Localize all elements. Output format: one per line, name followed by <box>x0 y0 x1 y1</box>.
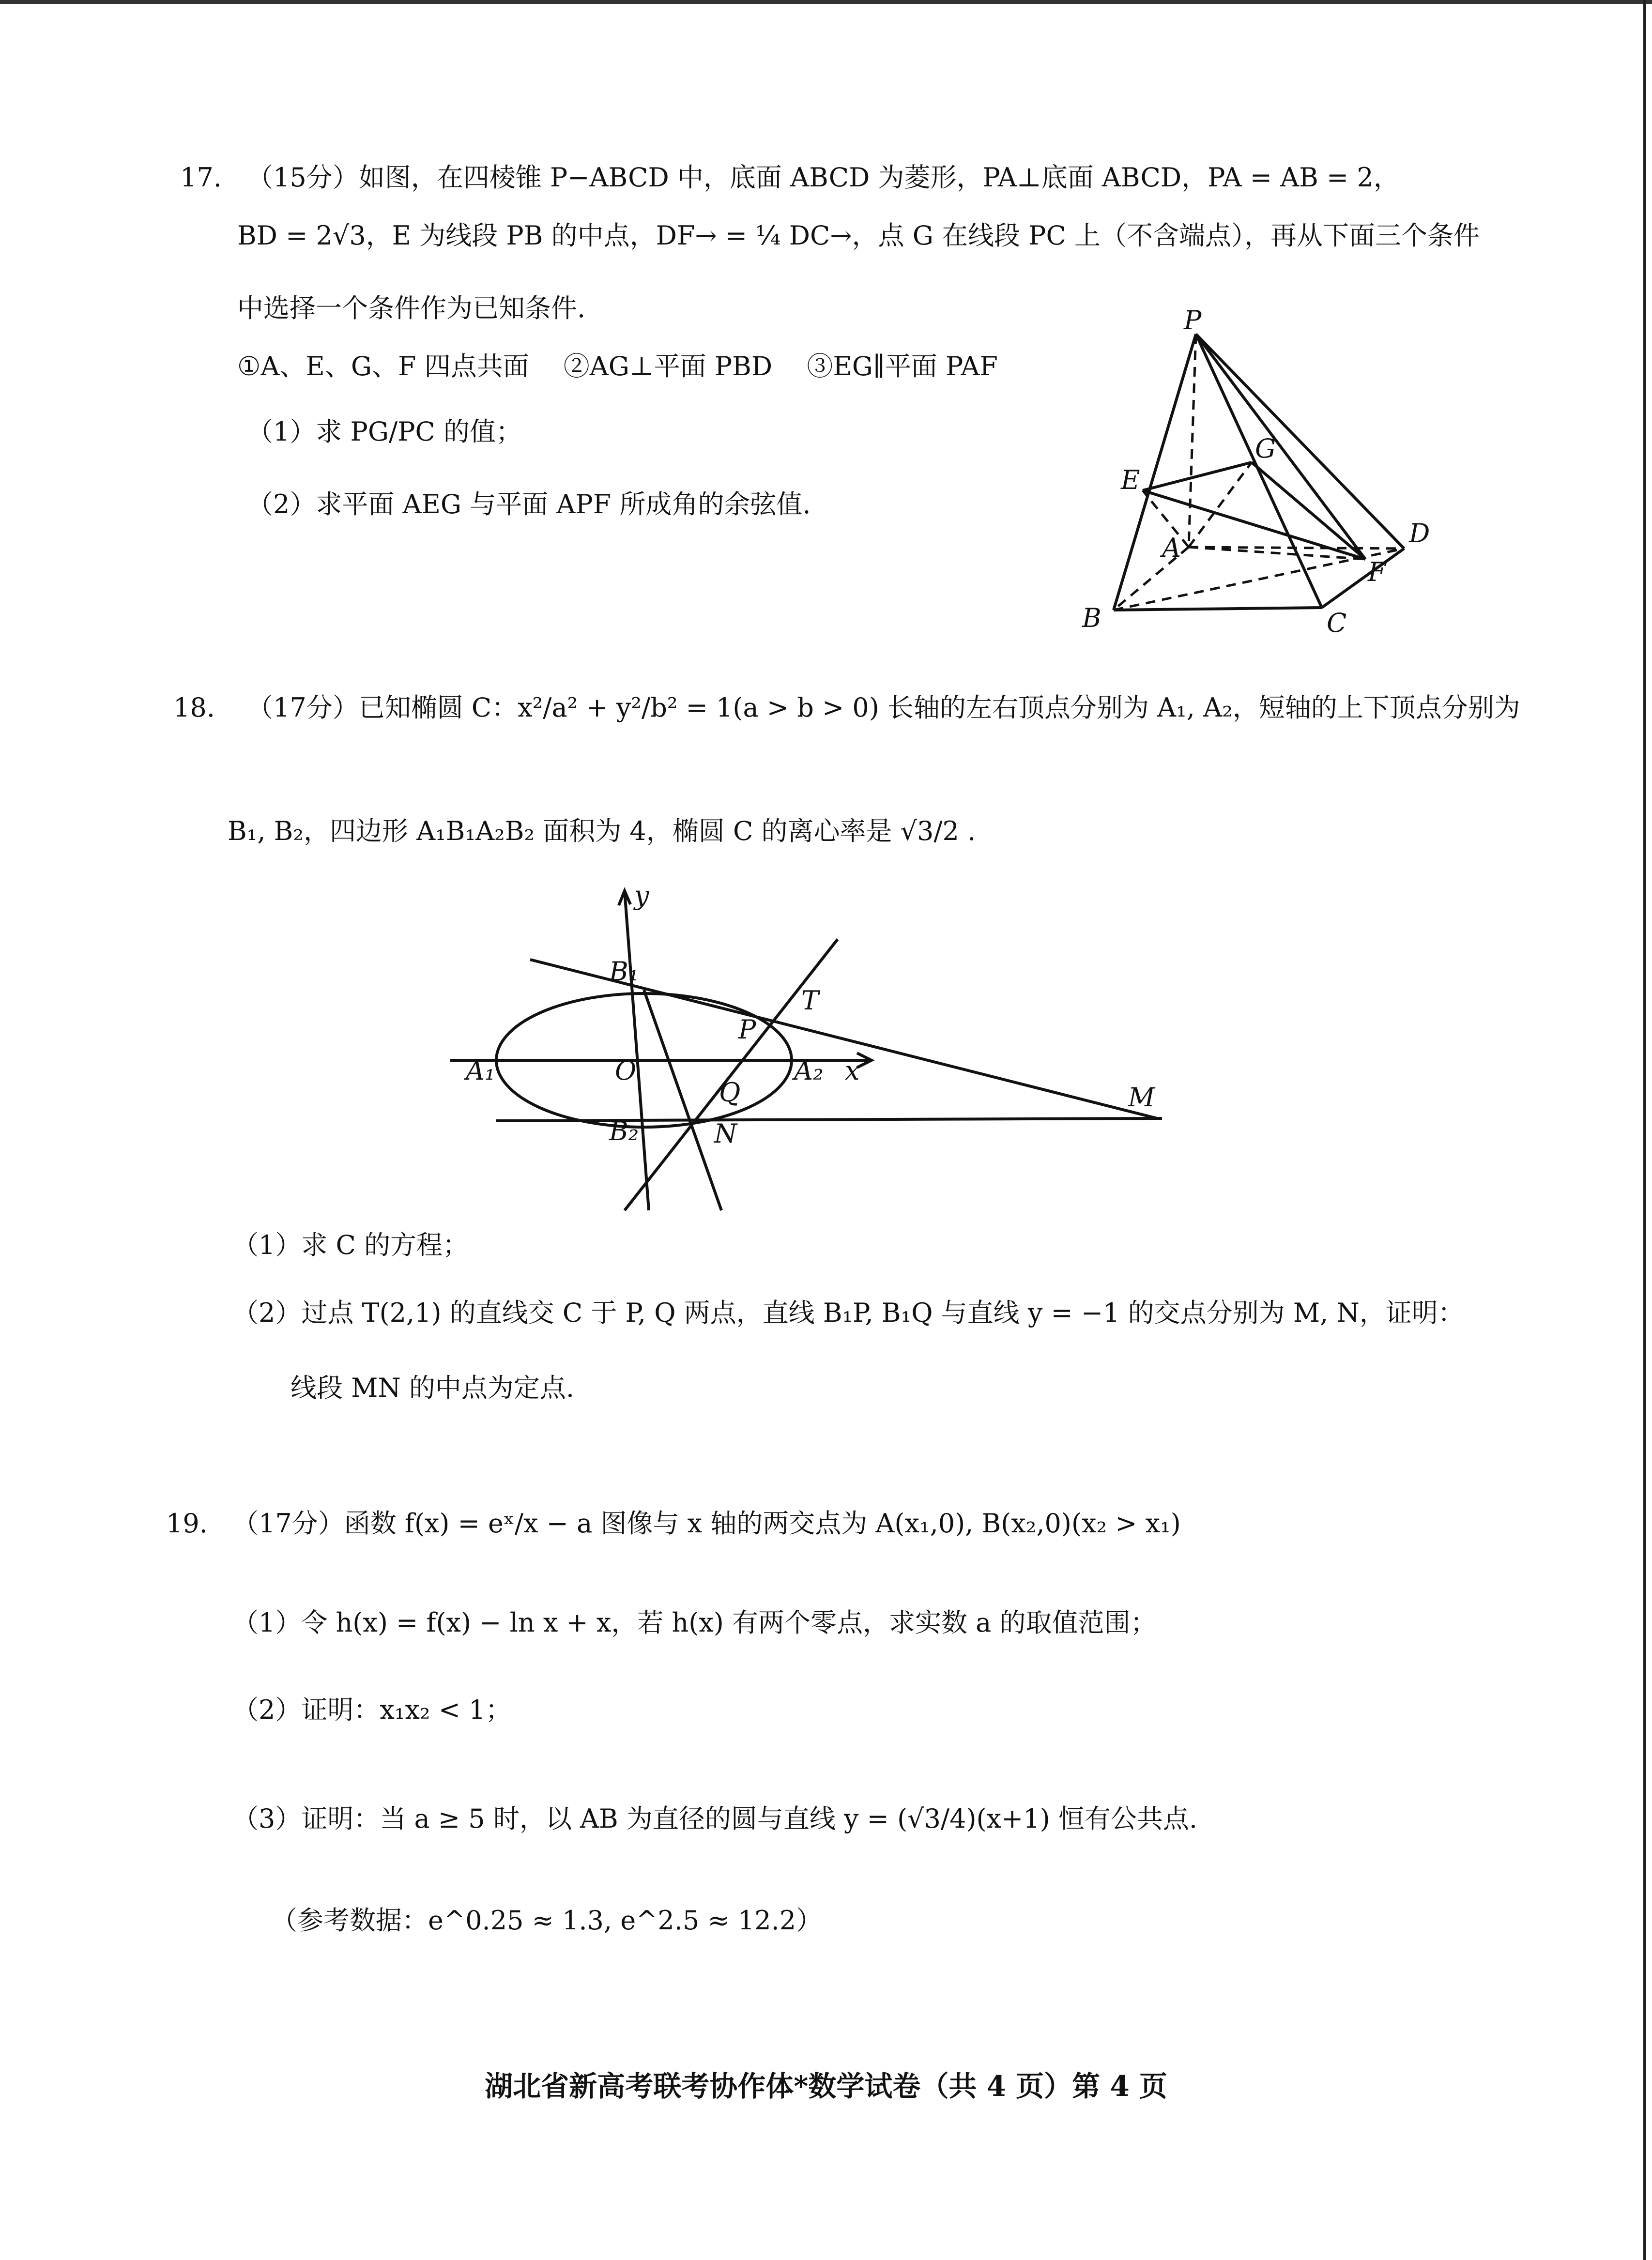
q18-label-B2: B₂ <box>609 1116 639 1146</box>
q18-label-A1: A₁ <box>466 1055 495 1086</box>
q19-part3: （3）证明：当 a ≥ 5 时，以 AB 为直径的圆与直线 y = (√3/4)(x+1) 恒有公共点. <box>232 1803 1198 1834</box>
page-footer: 湖北省新高考联考协作体*数学试卷（共 4 页）第 4 页 <box>485 2070 1167 2103</box>
q18-part2: （2）过点 T(2,1) 的直线交 C 于 P, Q 两点，直线 B₁P, B₁Q 与直线 y = −1 的交点分别为 M, N，证明： <box>232 1298 1464 1328</box>
q18-label-P: P <box>738 1014 756 1045</box>
q17-line2: BD = 2√3，E 为线段 PB 的中点，DF→ = ¼ DC→，点 G 在线段 PC 上（不含端点），再从下面三个条件 <box>237 220 1480 251</box>
q17-label-E: E <box>1121 465 1140 495</box>
top-edge <box>0 0 1652 4</box>
q17-conditions: ①A、E、G、F 四点共面 ②AG⊥平面 PBD ③EG∥平面 PAF <box>237 351 998 382</box>
q17-part1: （1）求 PG/PC 的值； <box>247 416 522 447</box>
q17-label-F: F <box>1368 557 1386 587</box>
q17-label-C: C <box>1327 608 1347 638</box>
q18-part1: （1）求 C 的方程； <box>232 1230 469 1260</box>
q19-line1: （17分）函数 f(x) = eˣ/x − a 图像与 x 轴的两交点为 A(x₁,0), B(x₂,0)(x₂ > x₁) <box>232 1508 1181 1539</box>
q17-line1: （15分）如图，在四棱锥 P−ABCD 中，底面 ABCD 为菱形，PA⊥底面 ABCD，PA = AB = 2， <box>247 162 1400 193</box>
q18-part2-cont: 线段 MN 的中点为定点. <box>291 1373 575 1403</box>
q19-number: 19. <box>166 1508 208 1539</box>
q17-label-A: A <box>1162 533 1181 563</box>
q19-reference-data: （参考数据：e^0.25 ≈ 1.3, e^2.5 ≈ 12.2） <box>271 1905 823 1936</box>
q17-part2: （2）求平面 AEG 与平面 APF 所成角的余弦值. <box>247 489 811 519</box>
q18-label-B1: B₁ <box>609 956 639 987</box>
q19-part2: （2）证明：x₁x₂ < 1； <box>232 1695 512 1725</box>
q18-label-N: N <box>714 1118 737 1149</box>
q18-label-Q: Q <box>719 1077 741 1108</box>
q18-label-M: M <box>1128 1082 1155 1113</box>
q18-label-T: T <box>801 985 819 1016</box>
q17-label-D: D <box>1409 518 1430 549</box>
q18-ellipse-figure <box>436 881 1210 1220</box>
q18-line1: （17分）已知椭圆 C：x²/a² + y²/b² = 1(a > b > 0) 长轴的左右顶点分别为 A₁, A₂，短轴的上下顶点分别为 <box>247 692 1520 723</box>
q18-line2: B₁, B₂，四边形 A₁B₁A₂B₂ 面积为 4，椭圆 C 的离心率是 √3/2 . <box>228 816 976 846</box>
q18-number: 18. <box>173 692 215 723</box>
q17-line3: 中选择一个条件作为已知条件. <box>237 293 586 323</box>
right-edge <box>1643 0 1646 2260</box>
q18-label-O: O <box>615 1055 637 1086</box>
q17-label-B: B <box>1082 603 1101 633</box>
q19-part1: （1）令 h(x) = f(x) − ln x + x，若 h(x) 有两个零点，求实数 a 的取值范围； <box>232 1607 1157 1638</box>
q18-label-x: x <box>845 1055 860 1086</box>
q18-label-y: y <box>634 881 649 911</box>
q17-label-G: G <box>1255 433 1276 464</box>
q17-label-P: P <box>1184 310 1202 336</box>
q18-label-A2: A₂ <box>794 1055 824 1086</box>
q17-number: 17. <box>180 162 222 193</box>
q17-pyramid-figure <box>1065 310 1453 639</box>
